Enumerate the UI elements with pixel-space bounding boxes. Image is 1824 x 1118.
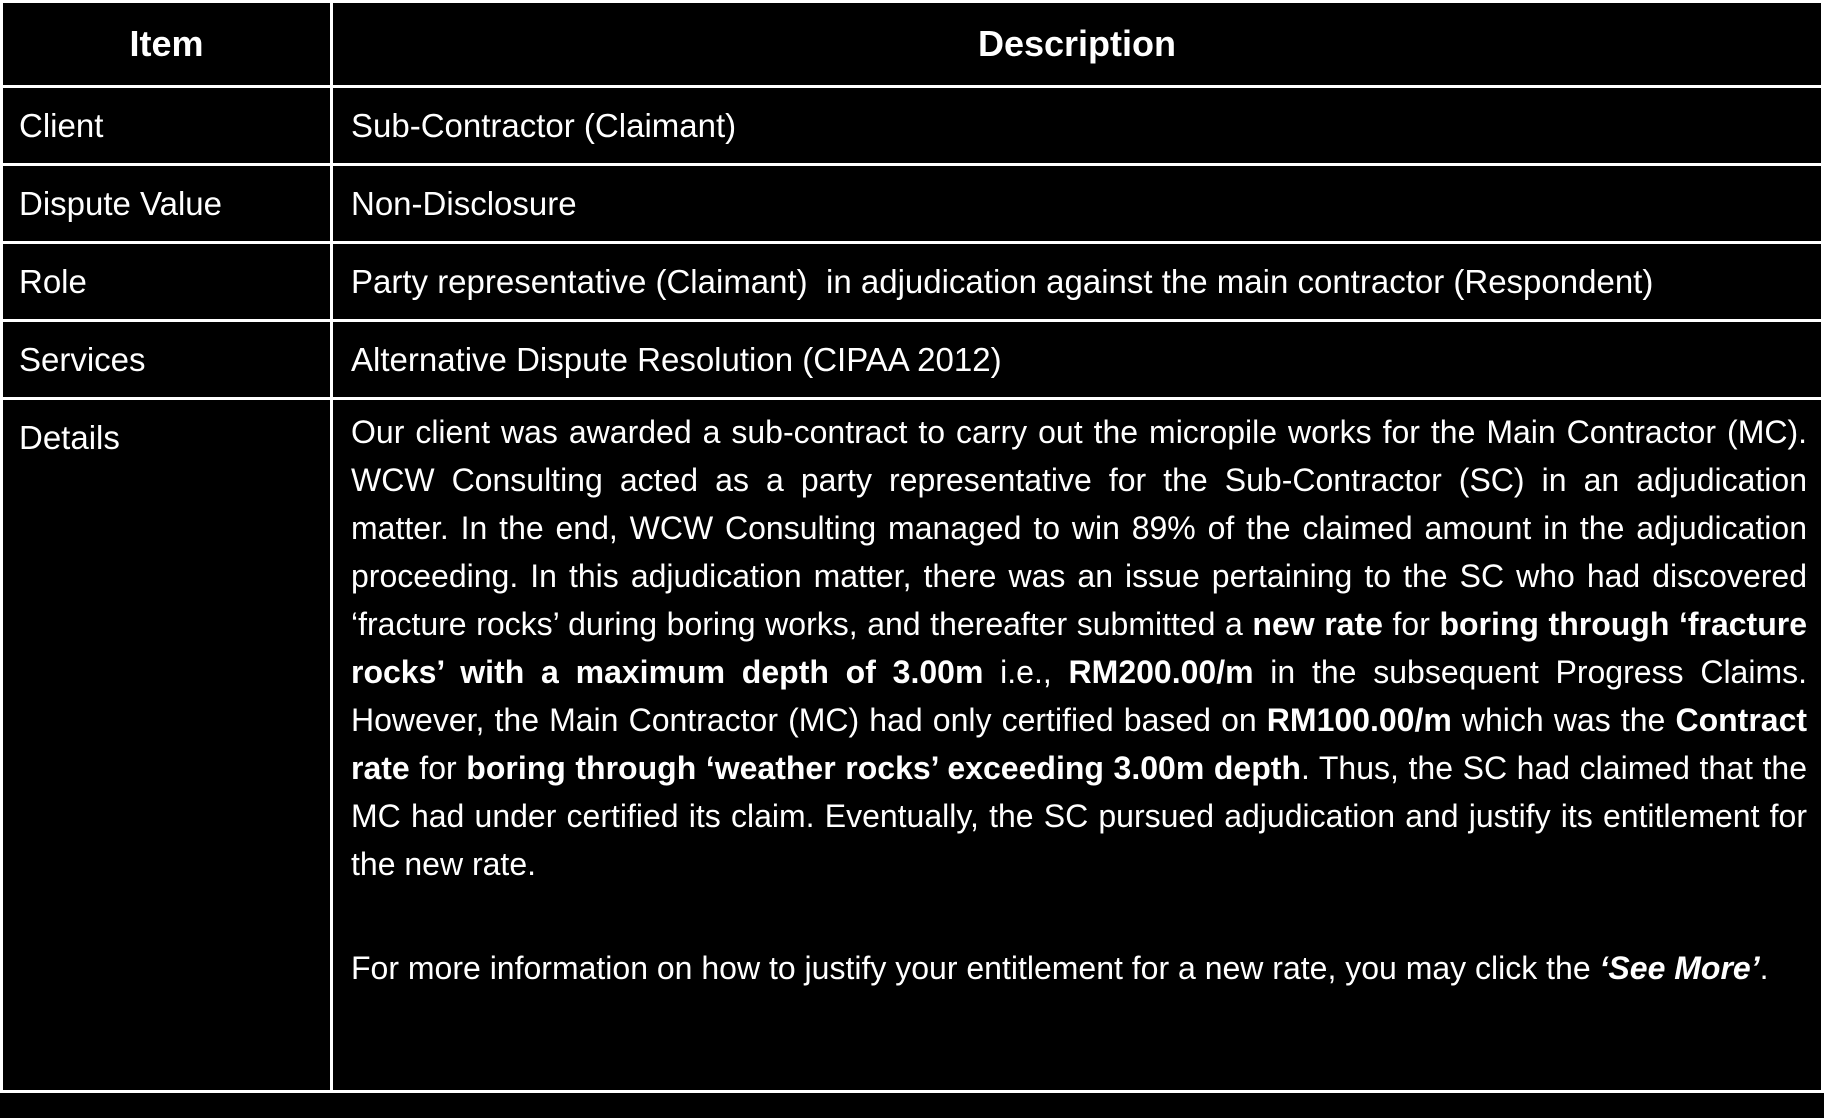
item-cell — [2, 399, 332, 1092]
description-cell — [332, 399, 1823, 1092]
details-text: for — [409, 750, 467, 786]
role-value: Party representative (Claimant) in adjudication against the main contractor (Respondent) — [351, 263, 1654, 300]
description-cell — [332, 165, 1823, 243]
details-text: which was the — [1451, 702, 1676, 738]
description-column-header: Description — [332, 2, 1823, 87]
item-column-header: Item — [2, 2, 332, 87]
table-row — [2, 321, 1823, 399]
item-cell — [2, 321, 332, 399]
services-value: Alternative Dispute Resolution (CIPAA 2012) — [351, 341, 1002, 378]
role-label: Role — [19, 263, 87, 300]
details-text: Our client was awarded a sub-contract to carry out the micropile works for the Main Contractor (MC). WCW Consulting acted as a party representative for the Sub-Contractor (SC) in an adjudication matter. In the end, WCW Consulting managed to win 89% of the claimed amount in the adjudication proceeding. In this adjudication matter, there was an issue pertaining to the SC who had discovered ‘fracture rocks’ during boring works, and thereafter submitted a — [351, 414, 1807, 642]
table-row — [2, 87, 1823, 165]
item-cell — [2, 87, 332, 165]
details-text: i.e., — [983, 654, 1069, 690]
details-bold-text: Contract rate — [351, 702, 1808, 786]
services-label: Services — [19, 341, 146, 378]
details-label: Details — [19, 419, 120, 456]
table-row — [2, 165, 1823, 243]
table-row — [2, 243, 1823, 321]
item-cell — [2, 165, 332, 243]
description-cell — [332, 321, 1823, 399]
details-paragraph — [333, 400, 1821, 888]
details-bold-text: boring through ‘fracture rocks’ with a maximum depth of 3.00m — [351, 606, 1808, 690]
see-more-period: . — [1759, 950, 1769, 986]
details-bold-text: boring through ‘weather rocks’ exceeding 3.00m depth — [466, 750, 1301, 786]
description-cell — [332, 243, 1823, 321]
client-label: Client — [19, 107, 104, 144]
dispute-value-value: Non-Disclosure — [351, 185, 577, 222]
item-cell — [2, 243, 332, 321]
details-text: . Thus, the SC had claimed that the MC had under certified its claim. Eventually, the SC pursued adjudication and justify its entitlement for the new rate. — [351, 750, 1808, 882]
see-more-text: For more information on how to justify your entitlement for a new rate, you may click the — [351, 950, 1600, 986]
table-row — [2, 399, 1823, 1092]
details-text: for — [1382, 606, 1440, 642]
details-bold-text: new rate — [1252, 606, 1383, 642]
header-row — [2, 2, 1823, 87]
dispute-value-label: Dispute Value — [19, 185, 223, 222]
client-value: Sub-Contractor (Claimant) — [351, 107, 737, 144]
details-text: in the subsequent Progress Claims. However, the Main Contractor (MC) had only certified based on — [351, 654, 1808, 738]
description-cell — [332, 87, 1823, 165]
see-more-link[interactable]: ‘See More’ — [1599, 950, 1760, 986]
details-bold-text: RM200.00/m — [1068, 654, 1254, 690]
details-bold-text: RM100.00/m — [1266, 702, 1452, 738]
see-more-paragraph — [333, 936, 1821, 992]
